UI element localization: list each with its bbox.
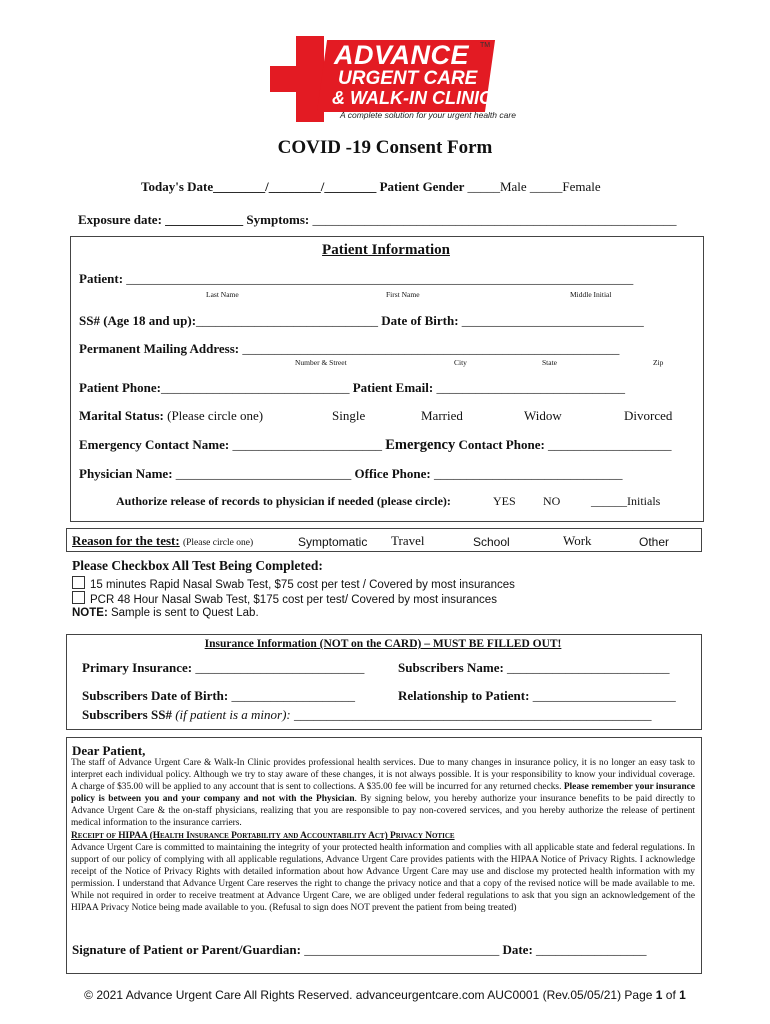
ss-label: SS# (Age 18 and up): (79, 313, 197, 328)
ss-field[interactable]: ____________________________ (196, 313, 379, 328)
state-caption: State (542, 358, 557, 367)
reason-option-symptomatic[interactable]: Symptomatic (298, 535, 368, 549)
marital-status-label: Marital Status: (79, 408, 164, 423)
tests-title: Please Checkbox All Test Being Completed: (72, 558, 323, 573)
first-name-caption: First Name (386, 290, 420, 299)
hipaa-paragraph: Advance Urgent Care is committed to maintaining the integrity of your protected health information and complies with all applicable state and federal regulations. In support of our policy of complying with all applicable regulations, Advance Urgent Care provides patients with the HIPAA Notice of Privacy Rights. I acknowledge receipt of the Notice of Privacy Rights with detailed information about how Advance Urgent Care may use and disclose my protected health information with my permission. I understand that Advance Urgent Care reserves the right to change the privacy notice and that a copy of the revised notice will be made available to me. While not required in order to receive treatment at Advance Urgent Care, we are obliged under federal regulations to ask that you sign an acknowledgement of the HIPAA Privacy Notice being made available to you. (Refusal to sign does NOT prevent the patient from being treated) (71, 843, 695, 913)
marital-option-widow[interactable]: Widow (524, 408, 562, 423)
middle-initial-caption: Middle Initial (570, 290, 612, 299)
reason-option-school[interactable]: School (473, 535, 510, 549)
reason-hint: (Please circle one) (182, 538, 254, 548)
insurance-title: Insurance Information (NOT on the CARD) – MUST BE FILLED OUT! (204, 638, 562, 650)
policy-text-1: The staff of Advance Urgent Care & Walk-In Clinic provides professional health services. Due to many changes in insurance policy, it is no longer an easy task to interpret each individual policy. Although we try to stay aware of these changes, it is not always possible. It is your responsibility to know your individual coverage. A charge of $35.00 will be applied to any account that is sent to collections. A $35.00 fee will be incurred for any returned checks. (71, 758, 695, 792)
relationship-row (398, 688, 676, 704)
todays-date-row (141, 179, 601, 195)
subscriber-ss-field[interactable]: _______________________________________________________ (290, 707, 652, 722)
insurance-policy-paragraph (71, 758, 695, 829)
signature-label: Signature of Patient or Parent/Guardian: (72, 942, 301, 957)
address-row (79, 341, 619, 357)
signature-row (72, 942, 647, 958)
primary-insurance-field[interactable]: __________________________ (192, 660, 365, 675)
signature-field[interactable]: ______________________________ (300, 942, 500, 957)
reason-label: Reason for the test: (72, 533, 180, 548)
relationship-label: Relationship to Patient: (398, 688, 530, 703)
emergency-name-label: Emergency Contact Name: (79, 437, 230, 452)
city-caption: City (454, 358, 467, 367)
rapid-test-checkbox[interactable] (72, 576, 85, 589)
patient-email-label: Patient Email: (352, 380, 434, 395)
dob-field[interactable]: ____________________________ (461, 313, 644, 328)
subscriber-name-row (398, 660, 670, 676)
policy-text-emphasis: Please remember your insurance policy is between you and your company and not with the Physician (71, 781, 696, 804)
address-field[interactable]: __________________________________________________________ (242, 341, 620, 356)
footer-page: 1 (655, 988, 663, 1002)
footer-text: © 2021 Advance Urgent Care All Rights Reserved. advanceurgentcare.com AUC0001 (Rev.05/05/21) Page (84, 988, 656, 1002)
emergency-name-field[interactable]: _______________________ (229, 437, 382, 452)
subscriber-ss-label: Subscribers SS# (82, 707, 172, 722)
patient-gender-label: Patient Gender (379, 179, 465, 194)
authorize-release-label: Authorize release of records to physician if needed (please circle): (116, 494, 451, 508)
logo-line-2: URGENT CARE (338, 68, 478, 89)
emergency-row (79, 437, 672, 454)
dob-label: Date of Birth: (381, 313, 459, 328)
authorize-no-option[interactable]: NO (543, 494, 561, 508)
dear-patient-greeting: Dear Patient, (72, 743, 146, 758)
subscriber-dob-label: Subscribers Date of Birth: (82, 688, 229, 703)
authorize-initials-field[interactable]: ______Initials (591, 494, 661, 508)
primary-insurance-label: Primary Insurance: (82, 660, 193, 675)
footer (0, 988, 770, 1002)
physician-row (79, 466, 622, 482)
symptoms-label: Symptoms: (246, 212, 310, 227)
patient-phone-label: Patient Phone: (79, 380, 161, 395)
authorize-yes-option[interactable]: YES (493, 494, 516, 508)
reason-row (72, 533, 253, 549)
ss-dob-row (79, 313, 644, 329)
symptoms-field[interactable]: ________________________________________________________ (312, 212, 677, 227)
pcr-test-label: PCR 48 Hour Nasal Swab Test, $175 cost per test/ Covered by most insurances (90, 594, 497, 606)
subscriber-dob-field[interactable]: ___________________ (228, 688, 355, 703)
subscriber-ss-hint: (if patient is a minor): (175, 707, 291, 722)
rapid-test-label: 15 minutes Rapid Nasal Swab Test, $75 cost per test / Covered by most insurances (90, 579, 515, 591)
emergency-phone-word: Emergency (385, 437, 456, 453)
pcr-test-checkbox[interactable] (72, 591, 85, 604)
subscriber-ss-row (82, 707, 652, 723)
exposure-date-label: Exposure date: (78, 212, 162, 227)
todays-date-label: Today's Date (141, 179, 214, 194)
phone-email-row (79, 380, 625, 396)
note-label: NOTE: (72, 607, 108, 619)
pcr-test-option[interactable] (72, 591, 497, 606)
test-note (72, 607, 259, 619)
logo-line-1: ADVANCE (334, 40, 470, 70)
primary-insurance-row (82, 660, 364, 676)
todays-date-field[interactable]: ________/________/________ (213, 179, 377, 194)
office-phone-label: Office Phone: (354, 466, 431, 481)
address-label: Permanent Mailing Address: (79, 341, 240, 356)
marital-option-single[interactable]: Single (332, 408, 366, 423)
signature-date-label: Date: (502, 942, 533, 957)
last-name-caption: Last Name (206, 290, 239, 299)
policy-text-2: . By signing below, you hereby authorize your insurance benefits to be paid directly to Advance Urgent Care & the on-staff physicians, realizing that you are responsible to pay non-covered services, and you hereby authorize the release of pertinent medical information to the insurance carriers. (71, 793, 696, 828)
street-caption: Number & Street (295, 358, 347, 367)
logo-line-3: & WALK-IN CLINIC (332, 88, 492, 108)
hipaa-notice-title: Receipt of HIPAA (Health Insurance Portability and Accountability Act) Privacy Notice (71, 831, 455, 841)
logo-tagline: A complete solution for your urgent health care (340, 110, 516, 120)
marital-option-divorced[interactable]: Divorced (624, 408, 673, 423)
reason-option-work[interactable]: Work (563, 533, 592, 548)
relationship-field[interactable]: ______________________ (529, 688, 676, 703)
reason-option-other[interactable]: Other (639, 535, 670, 549)
marital-option-married[interactable]: Married (421, 408, 463, 423)
patient-name-field[interactable]: ______________________________________________________________________________ (126, 271, 634, 286)
exposure-date-field[interactable]: ____________ (165, 212, 244, 227)
subscriber-name-label: Subscribers Name: (398, 660, 504, 675)
footer-total: 1 (679, 988, 686, 1002)
subscriber-dob-row (82, 688, 355, 704)
reason-option-travel[interactable]: Travel (391, 533, 425, 548)
signature-date-field[interactable]: _________________ (532, 942, 647, 957)
patient-phone-field[interactable]: _____________________________ (160, 380, 350, 395)
office-phone-field[interactable]: _____________________________ (433, 466, 623, 481)
logo-trademark: TM (480, 42, 491, 49)
footer-of: of (662, 988, 680, 1002)
patient-name-row (79, 271, 633, 287)
physician-name-field[interactable]: ___________________________ (175, 466, 352, 481)
patient-information-title: Patient Information (322, 242, 450, 258)
subscriber-name-field[interactable]: _________________________ (503, 660, 670, 675)
rapid-test-option[interactable] (72, 576, 515, 591)
form-title: COVID -19 Consent Form (277, 137, 493, 158)
patient-name-label: Patient: (79, 271, 124, 286)
clinic-logo (270, 36, 516, 122)
marital-status-hint: (Please circle one) (167, 408, 264, 423)
exposure-row (78, 212, 677, 228)
physician-name-label: Physician Name: (79, 466, 173, 481)
emergency-phone-label: Contact Phone: (455, 437, 545, 452)
zip-caption: Zip (653, 358, 664, 367)
patient-email-field[interactable]: _____________________________ (436, 380, 625, 395)
emergency-phone-field[interactable]: ___________________ (548, 437, 672, 452)
marital-status-row (79, 408, 263, 424)
patient-gender-field[interactable]: _____Male _____Female (467, 179, 601, 194)
note-text: Sample is sent to Quest Lab. (107, 607, 259, 619)
